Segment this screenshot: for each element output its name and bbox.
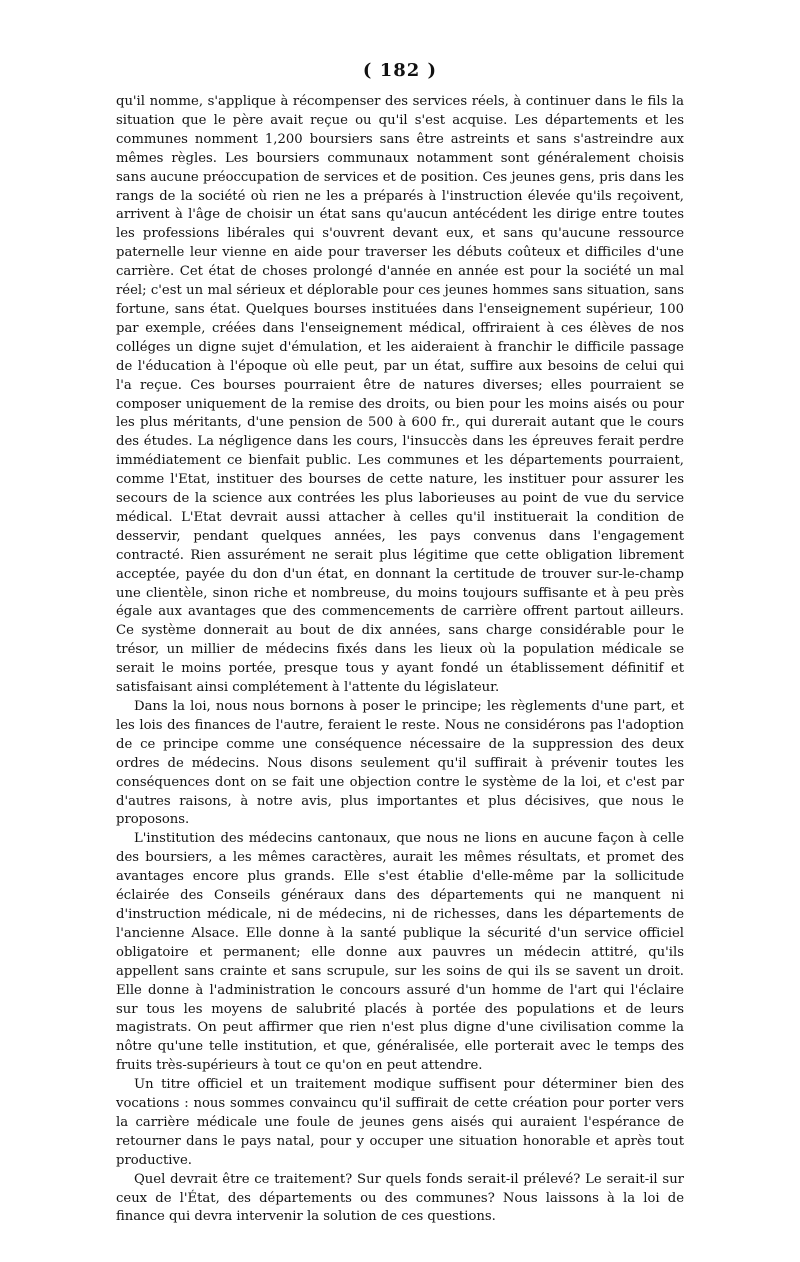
paragraph: qu'il nomme, s'applique à récompenser des services réels, à continuer dans le fils la situation que le père avait reçue ou qu'il s'est acquise. Les départements et les communes nomment 1,200 boursiers sans être astreints et sans s'astreindre aux mêmes règles. Les boursiers communaux notamment sont généralement choisis sans aucune préoccupation de services et de position. Ces jeunes gens, pris dans les rangs de la société où rien ne les a préparés à l'instruction élevée qu'ils reçoivent, arrivent à l'âge de choisir un état sans qu'aucun antécédent les dirige entre toutes les professions libérales qui s'ouvrent devant eux, et sans qu'aucune ressource paternelle leur vienne en aide pour traverser les débuts coûteux et difficiles d'une carrière. Cet état de choses prolongé d'année en année est pour la société un mal réel; c'est un mal sérieux et déplorable pour ces jeunes hommes sans situation, sans fortune, sans état. Quelques bourses instituées dans l'enseignement supérieur, 100 par exemple, créées dans l'enseignement médical, offriraient à ces élèves de nos colléges un digne sujet d'émulation, et les aideraient à franchir le difficile passage de l'éducation à l'époque où elle peut, par un état, suffire aux besoins de celui qui l'a reçue. Ces bourses pourraient être de natures diverses; elles pourraient se composer uniquement de la remise des droits, ou bien pour les moins aisés ou pour les plus méritants, d'une pension de 500 à 600 fr., qui durerait autant que le cours des études. La négligence dans les cours, l'insuccès dans les épreuves ferait perdre immédiatement ce bienfait public. Les communes et les départements pourraient, comme l'Etat, instituer des bourses de cette nature, les instituer pour assurer les secours de la science aux contrées les plus laborieuses au point de vue du service médical. L'Etat devrait aussi attacher à celles qu'il instituerait la condition de desservir, pendant quelques années, les pays convenus dans l'engagement contracté. Rien assurément ne serait plus légitime que cette obligation librement acceptée, payée du don d'un état, en donnant la certitude de trouver sur-le-champ une clientèle, sinon riche et nombreuse, du moins toujours suffisante et à peu près égale aux avantages que des commencements de carrière offrent partout ailleurs. Ce système donnerait au bout de dix années, sans charge considérable pour le trésor, un millier de médecins fixés dans les lieux où la population médicale se serait le moins portée, presque tous y ayant fondé un établissement définitif et satisfaisant ainsi complétement à l'attente du législateur.: [116, 94, 684, 696]
paragraph: Un titre officiel et un traitement modique suffisent pour déterminer bien des vocations : nous sommes convaincu qu'il suffirait de cette création pour porter vers la carrière médicale une foule de jeunes gens aisés qui auraient l'espérance de retourner dans le pays natal, pour y occuper une situation honorable et après tout productive.: [116, 1077, 684, 1168]
paragraph: L'institution des médecins cantonaux, que nous ne lions en aucune façon à celle des boursiers, a les mêmes caractères, aurait les mêmes résultats, et promet des avantages encore plus grands. Elle s'est établie d'elle-même par la sollicitude éclairée des Conseils généraux dans des départements qui ne manquent ni d'instruction médicale, ni de médecins, ni de richesses, dans les départements de l'ancienne Alsace. Elle donne à la santé publique la sécurité d'un service officiel obligatoire et permanent; elle donne aux pauvres un médecin attitré, qu'ils appellent sans crainte et sans scrupule, sur les soins de qui ils se savent un droit. Elle donne à l'administration le concours assuré d'un homme de l'art qui l'éclaire sur tous les moyens de salubrité placés à portée des populations et de leurs magistrats. On peut affirmer que rien n'est plus digne d'une civilisation comme la nôtre qu'une telle institution, et que, généralisée, elle porterait avec le temps des fruits très-supérieurs à tout ce qu'on en peut attendre.: [116, 831, 684, 1074]
page-number: ( 182 ): [362, 60, 438, 81]
paragraph: Quel devrait être ce traitement? Sur quels fonds serait-il prélevé? Le serait-il sur ceux de l'État, des départements ou des communes? Nous laissons à la loi de finance qui devra intervenir la solution de ces questions.: [116, 1171, 684, 1225]
book-page: [116, 60, 684, 1227]
paragraph: Dans la loi, nous nous bornons à poser le principe; les règlements d'une part, et les lois des finances de l'autre, feraient le reste. Nous ne considérons pas l'adoption de ce principe comme une conséquence nécessaire de la suppression des deux ordres de médecins. Nous disons seulement qu'il suffirait à prévenir toutes les conséquences dont on se fait une objection contre le système de la loi, et c'est par d'autres raisons, à notre avis, plus importantes et plus décisives, que nous le proposons.: [116, 699, 684, 828]
